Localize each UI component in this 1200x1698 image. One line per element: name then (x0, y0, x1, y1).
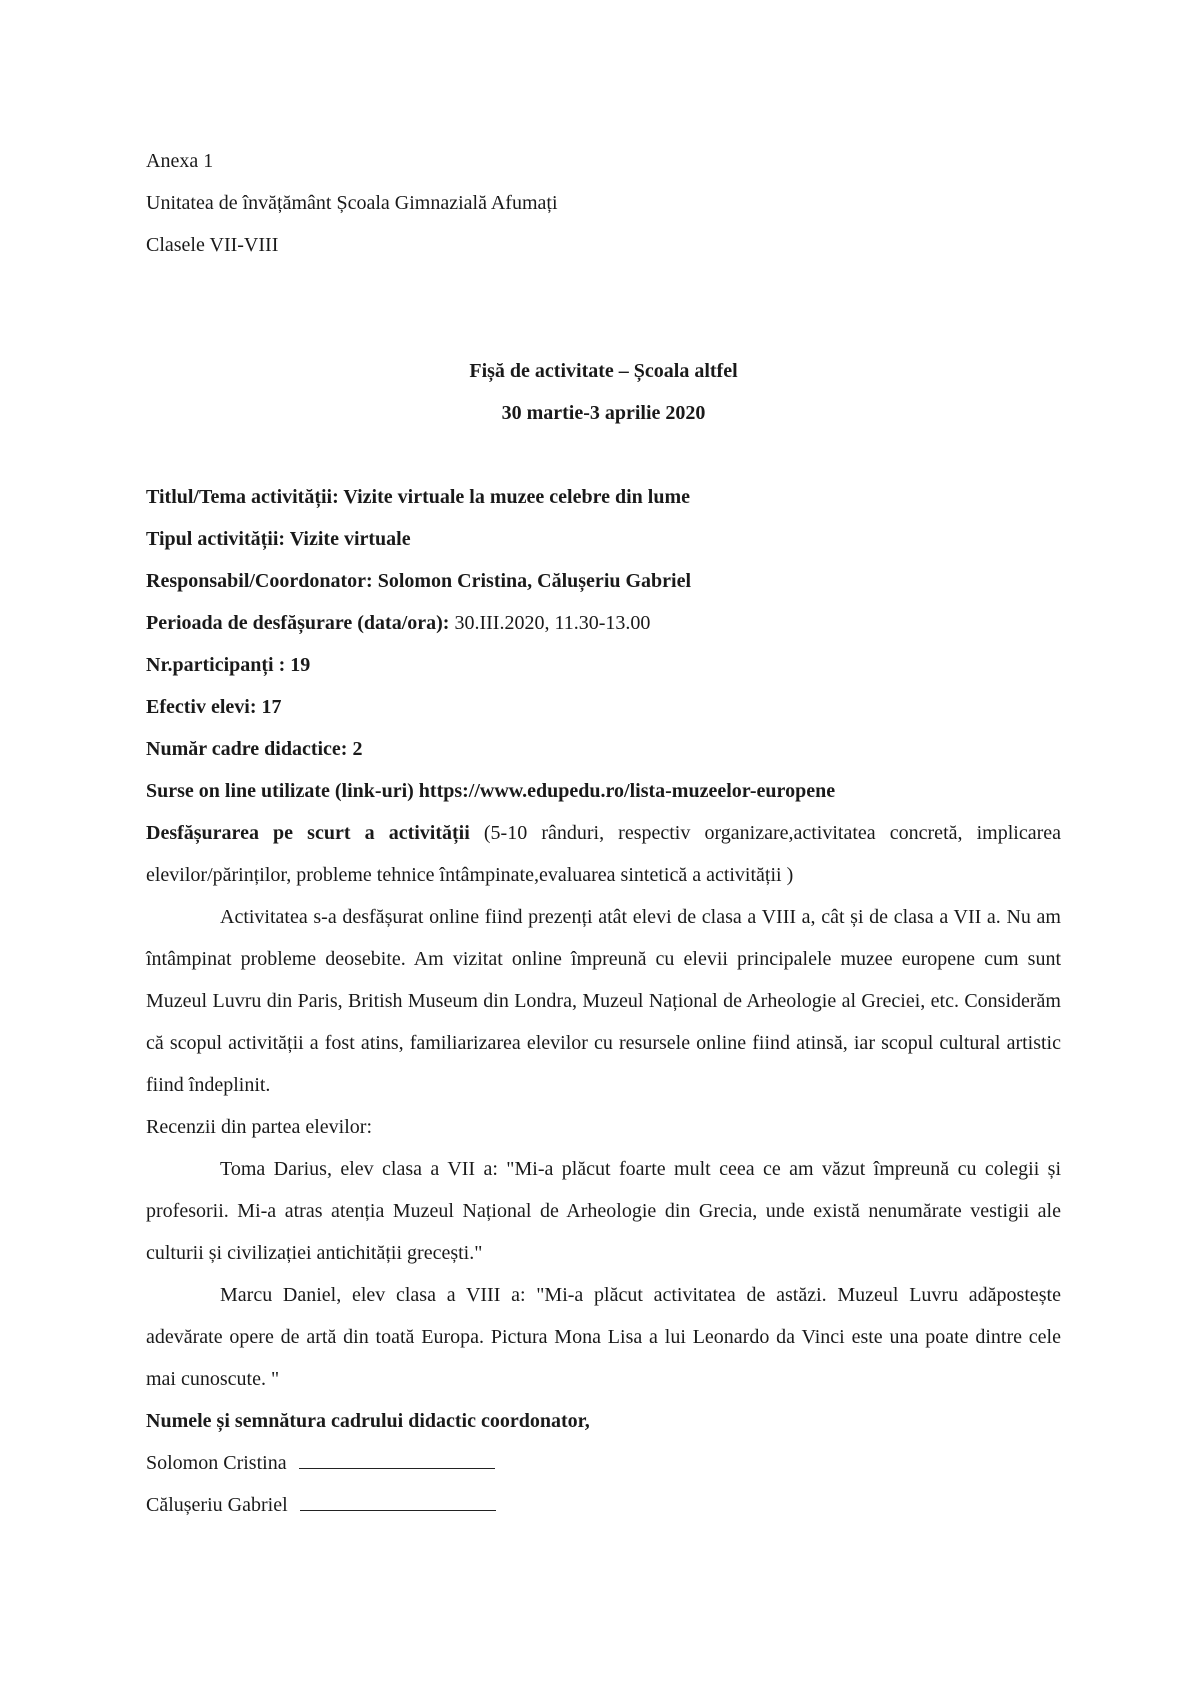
activity-theme-label: Titlul/Tema activității (146, 486, 333, 508)
sources-line: Surse on line utilizate (link-uri) https://www.edupedu.ro/lista-muzeelor-europene (146, 780, 836, 802)
summary-heading (146, 812, 1061, 896)
document-title: Fișă de activitate – Școala altfel (469, 360, 738, 382)
teachers-line: Număr cadre didactice: 2 (146, 738, 363, 760)
signature-heading: Numele și semnătura cadrului didactic coordonator, (146, 1410, 590, 1432)
signature-line-2 (300, 1488, 496, 1511)
coordinator-line: Responsabil/Coordonator: Solomon Cristina, Călușeriu Gabriel (146, 570, 692, 592)
classes-label: Clasele VII-VIII (146, 234, 279, 256)
activity-description: Activitatea s-a desfășurat online fiind prezenți atât elevi de clasa a VIII a, cât și de clasa a VII a. Nu am întâmpinat probleme deosebite. Am vizitat online împreună cu elevii principalele muzee europene cum sunt Muzeul Luvru din Paris, British Museum din Londra, Muzeul Național de Arheologie al Greciei, etc. Considerăm că scopul activității a fost atins, familiarizarea elevilor cu resursele online fiind atinsă, iar scopul cultural artistic fiind îndeplinit. (146, 906, 1061, 1096)
signature-row-1 (146, 1442, 1061, 1484)
period-label: Perioada de desfășurare (data/ora): (146, 612, 450, 634)
document-dates: 30 martie-3 aprilie 2020 (501, 402, 706, 424)
activity-type (146, 518, 1061, 560)
annex-label: Anexa 1 (146, 150, 214, 172)
activity-theme-value: : Vizite virtuale la muzee celebre din lume (332, 486, 690, 508)
school-unit: Unitatea de învățământ Școala Gimnazială Afumați (146, 192, 558, 214)
signature-row-2 (146, 1484, 1061, 1526)
review-2: Marcu Daniel, elev clasa a VIII a: "Mi-a plăcut activitatea de astăzi. Muzeul Luvru adăpostește adevărate opere de artă din toată Europa. Pictura Mona Lisa a lui Leonardo da Vinci este una poate dintre cele mai cunoscute. " (146, 1284, 1061, 1390)
document-page (146, 140, 1061, 1526)
activity-type-value: : Vizite virtuale (278, 528, 411, 550)
signature-name-2: Călușeriu Gabriel (146, 1494, 288, 1516)
summary-hint: (5-10 rânduri, respectiv organizare,activitatea concretă, implicarea elevilor/părinților, probleme tehnice întâmpinate,evaluarea sintetică a activității ) (146, 822, 1062, 886)
review-1: Toma Darius, elev clasa a VII a: "Mi-a plăcut foarte mult ceea ce am văzut împreună cu colegii și profesorii. Mi-a atras atenția Muzeul Național de Arheologie din Grecia, unde există nenumărate vestigii ale culturii și civilizației antichității grecești." (146, 1158, 1061, 1264)
summary-label: Desfășurarea pe scurt a activității (146, 822, 470, 844)
signature-name-1: Solomon Cristina (146, 1452, 287, 1474)
activity-theme (146, 476, 1061, 518)
students-line: Efectiv elevi: 17 (146, 696, 282, 718)
participants-line: Nr.participanți : 19 (146, 654, 311, 676)
period-value: 30.III.2020, 11.30-13.00 (449, 612, 651, 634)
signature-line-1 (299, 1446, 495, 1469)
activity-type-label: Tipul activității (146, 528, 279, 550)
reviews-heading: Recenzii din partea elevilor: (146, 1116, 373, 1138)
period-line (146, 602, 1061, 644)
